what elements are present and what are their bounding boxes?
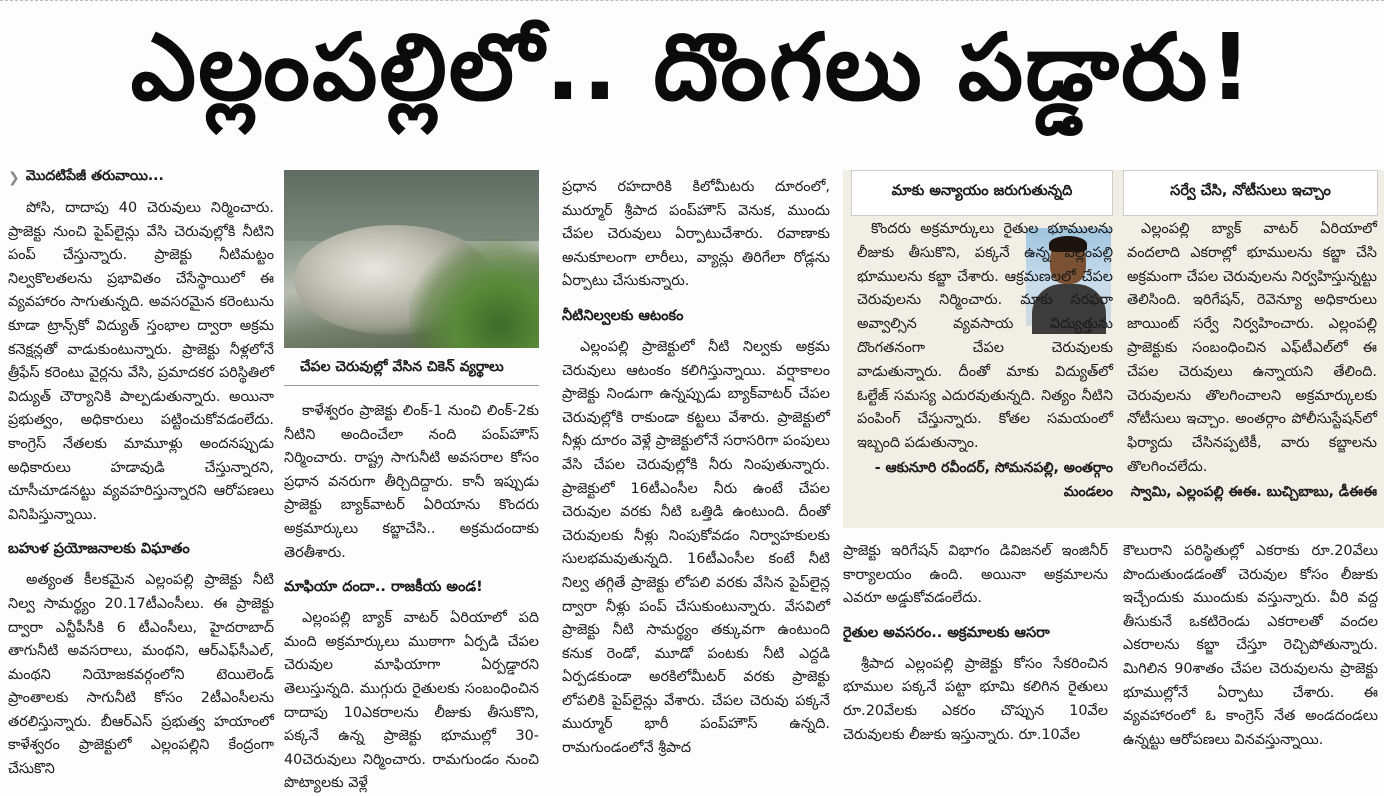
article-column-4 (843, 540, 1108, 754)
paragraph: ప్రాజెక్టు ఇరిగేషన్ విభాగం డివిజనల్ ఇంజినీర్ కార్యాలయం ఉంది. అయినా అక్రమాలను ఎవరూ అడ్డుకోవడంలేదు. (843, 543, 1108, 607)
paragraph: ఎల్లంపల్లి బ్యాక్ వాటర్ ఏరియాలో పది మంది అక్రమార్కులు ముఠాగా ఏర్పడి చేపల చెరువుల మాఫియాగా ఏర్పడ్డారని తెలుస్తున్నది. ముగ్గురు రైతులకు సంబంధించిన దాదాపు 10ఎకరాలను లీజుకు తీసుకొని, పక్కనే ఉన్న ప్రాజెక్టు భూముల్లో 30-40చెరువులు నిర్మించారు. రామగుండం నుంచి పొట్యాలకు వెళ్లే (284, 610, 539, 792)
quote-heading-left: మాకు అన్యాయం జరుగుతున్నది (851, 170, 1113, 216)
article-column-3 (562, 176, 830, 757)
headline: ఎల్లంపల్లిలో.. దొంగలు పడ్డారు! (130, 14, 1254, 121)
paragraph: ఎల్లంపల్లి ప్రాజెక్టులో నీటి నిల్వకు అక్రమ చెరువులు ఆటంకం కలిగిస్తున్నాయి. వర్షాకాలం ప్రాజెక్టు నిండుగా ఉన్నప్పుడు బ్యాక్‌వాటర్ చేపల చెరువుల్లోకి రాకుండా కట్టలు వేశారు. ప్రాజెక్టులో నీళ్లు దూరం వెళ్లే ప్రాజెక్టులోనే సరాసరిగా పంపులు వేసి చేపల చెరువుల్లోకి నీరు నింపుతున్నారు. ప్రాజెక్టులో 16టీఎంసీల నీరు ఉంటే చేపల చెరువుల వరకు నీటి ఒత్తిడి ఉంటుంది. దీంతో చెరువులకు నీళ్లు నింపుకోవడం నిర్వాహకులకు సులభమవుతున్నది. 16టీఎంసీల కంటే నీటి నిల్వ తగ్గితే ప్రాజెక్టు లోపలి వరకు వేసిన పైప్‌లైన్ల ద్వారా నీళ్లు పంప్ చేసుకుంటున్నారు. వేసవిలో ప్రాజెక్టు నీటి సామర్థ్యం తక్కువగా ఉంటుంది కనుక రెండో, మూడో పంటకు నీటి ఎద్దడి ఏర్పడకుండా అరకిలోమీటర్ వరకు ప్రాజెక్టు లోపలికి పైప్‌లైన్లు వేశారు. చేపల చెరువు పక్కనే ముర్మూర్ భారీ పంప్‌హౌస్ ఉన్నది. రామగుండంలోనే శ్రీపాద (562, 338, 830, 757)
quote-signature: - ఆకునూరి రవీందర్, సోమనపల్లి, అంతర్గాం మండలం (874, 459, 1113, 500)
chicken-waste-photo (284, 170, 539, 348)
paragraph: పోసి, దాదాపు 40 చెరువులు నిర్మించారు. ప్రాజెక్టు నుంచి పైప్‌లైన్లు వేసి చెరువుల్లోకి నీటిని పంప్ చేస్తున్నారు. ప్రాజెక్టు నీటిమట్టం నిల్వకొలతలను ప్రభావితం చేసేస్థాయిలో ఈ వ్యవహారం సాగుతున్నది. అవసరమైన కరెంటును కూడా ట్రాన్స్‌కో విద్యుత్ స్తంభాల ద్వారా అక్రమ కనెక్షన్లతో వాడుకుంటున్నారు. ప్రాజెక్టు నీళ్లలోనే త్రీఫేస్ కరెంటు వైర్లను వేసి, ప్రమాదకర పరిస్థితిలో విద్యుత్ చౌర్యానికి పాల్పడుతున్నారు. అయినా ప్రభుత్వం, అధికారులు పట్టించుకోవడంలేదు. కాంగ్రెస్ నేతలకు మామూళ్లు అందనప్పుడు అధికారులు హడావుడి చేస్తున్నారని, చూసీచూడనట్టు వ్యవహరిస్తున్నారని ఆరోపణలు వినిపిస్తున్నాయి. (8, 200, 274, 523)
quote-text: కొందరు అక్రమార్కులు రైతుల భూములను లీజుకు తీసుకొని, పక్కనే ఉన్న ఎల్లంపల్లి భూములను కబ్జా చేశారు. ఆక్రమణలలో చేపల చెరువులను నిర్మించారు. మాకు సరఫరా అవ్వాల్సిన వ్యవసాయ విద్యుత్తును దొంగతనంగా చేపల చెరువులకు వాడుతున్నారు. దీంతో మాకు విద్యుత్‌లో ఓల్టేజ్ సమస్య ఎదురవుతున్నది. నిత్యం నీటిని పంపింగ్ చేస్తున్నారు. కోతల సమయంలో ఇబ్బంది పడుతున్నాం. (857, 221, 1113, 452)
paragraph: కౌలురాని పరిస్థితుల్లో ఎకరాకు రూ.20వేలు పొందుతుండడంతో చెరువుల కోసం లీజుకు ఇచ్చేందుకు ముందుకు వస్తున్నారు. వీరి వద్ద తీసుకునే ఒకటిరెండు ఎకరాలతో వందల ఎకరాలను కబ్జా చేస్తూ రెచ్చిపోతున్నారు. మిగిలిన 90శాతం చేపల చెరువులను ప్రాజెక్టు భూముల్లోనే ఏర్పాటు చేశారు. ఈ వ్యవహారంలో ఓ కాంగ్రెస్ నేత అండదండలు ఉన్నట్టు ఆరోపణలు వినవస్తున్నాయి. (1123, 543, 1378, 748)
subheading: రైతుల అవసరం.. అక్రమాలకు ఆసరా (843, 624, 1050, 641)
chevron-right-icon: ❯ (8, 169, 20, 186)
quotes-box (843, 170, 1384, 528)
quote-text: ఎల్లంపల్లి బ్యాక్ వాటర్ ఏరియాలో వందలాది ఎకరాల్లో భూములను కబ్జా చేసి అక్రమంగా చేపల చెరువులను నిర్వహిస్తున్నట్టు తెలిసింది. ఇరిగేషన్, రెవెన్యూ అధికారులు జాయింట్ సర్వే నిర్వహించారు. ఎల్లంపల్లి ప్రాజెక్టుకు సంబంధించిన ఎఫ్‌టీఎల్‌లో ఈ చేపల చెరువులు ఉన్నాయని తేలింది. చెరువులను తొలగించాలని అక్రమార్కులకు నోటీసులు ఇచ్చాం. అంతర్గాం పోలీసుస్టేషన్‌లో ఫిర్యాదు చేసినప్పటికీ, వారు కబ్జాలను తొలగించలేదు. (1127, 221, 1377, 475)
article-column-5 (1123, 540, 1378, 754)
quote-heading-right: సర్వే చేసి, నోటీసులు ఇచ్చాం (1123, 170, 1378, 216)
quote-left (857, 218, 1113, 528)
paragraph: ప్రధాన రహదారికి కిలోమీటరు దూరంలో, ముర్మూర్ శ్రీపాద పంప్‌హౌస్ వెనుక, ముందు చేపల చెరువులు ఏర్పాటుచేశారు. రవాణాకు అనుకూలంగా లారీలు, వ్యాన్లు తిరిగేలా రోడ్లను ఏర్పాటు చేసుకున్నారు. (562, 179, 830, 290)
paragraph: శ్రీపాద ఎల్లంపల్లి ప్రాజెక్టు కోసం సేకరించిన భూముల పక్కనే పట్టా భూమి కలిగిన రైతులు రూ.20వేలకు ఎకరం చొప్పున 10వేల చెరువులకు లీజుకు ఇస్తున్నారు. రూ.10వేల (843, 655, 1108, 743)
quote-signature: స్వామి, ఎల్లంపల్లి ఈఈ. బుచ్చిబాబు, డీఈఈ (1130, 483, 1377, 500)
article-column-1 (8, 166, 274, 778)
subheading: బహుళ ప్రయోజనాలకు విఘాతం (8, 541, 190, 558)
continued-label (8, 168, 274, 187)
continued-text: మొదటిపేజీ తరువాయి... (25, 168, 164, 184)
article-column-2 (284, 400, 539, 792)
quote-right (1127, 218, 1377, 528)
subheading: మాఫియా దందా.. రాజకీయ అండ! (284, 579, 483, 596)
subheading: నీటినిల్వలకు ఆటంకం (562, 307, 684, 324)
paragraph: కాళేశ్వరం ప్రాజెక్టు లింక్-1 నుంచి లింక్-2కు నీటిని అందించేలా నంది పంప్‌హౌస్ నిర్మించారు. రాష్ట్ర సాగునీటి అవసరాల కోసం ప్రధాన వనరుగా తీర్చిదిద్దారు. కానీ ఇప్పుడు ప్రాజెక్టు బ్యాక్‌వాటర్ ఏరియాను కొందరు అక్రమార్కులు కబ్జాచేసి.. అక్రమదందాకు తెరతీశారు. (284, 403, 539, 561)
paragraph: అత్యంత కీలకమైన ఎల్లంపల్లి ప్రాజెక్టు నీటి నిల్వ సామర్థ్యం 20.17టీఎంసీలు. ఈ ప్రాజెక్టు ద్వారా ఎన్టీపీసీకి 6 టీఎంసీలు, హైదరాబాద్ తాగునీటి అవసరాలు, మంథని, ఆర్‌ఎఫ్‌సీఎల్, మంథని నియోజకవర్గంలోని టెయిలెండ్ ప్రాంతాలకు సాగునీటి కోసం 2టీఎంసీలను తరలిస్తున్నారు. బీఆర్ఎస్ ప్రభుత్వ హయాంలో కాళేశ్వరం ప్రాజెక్టులో ఎల్లంపల్లిని కేంద్రంగా చేసుకొని (8, 572, 274, 778)
photo-caption: చేపల చెరువుల్లో వేసిన చికెన్ వ్యర్థాలు (284, 352, 539, 386)
